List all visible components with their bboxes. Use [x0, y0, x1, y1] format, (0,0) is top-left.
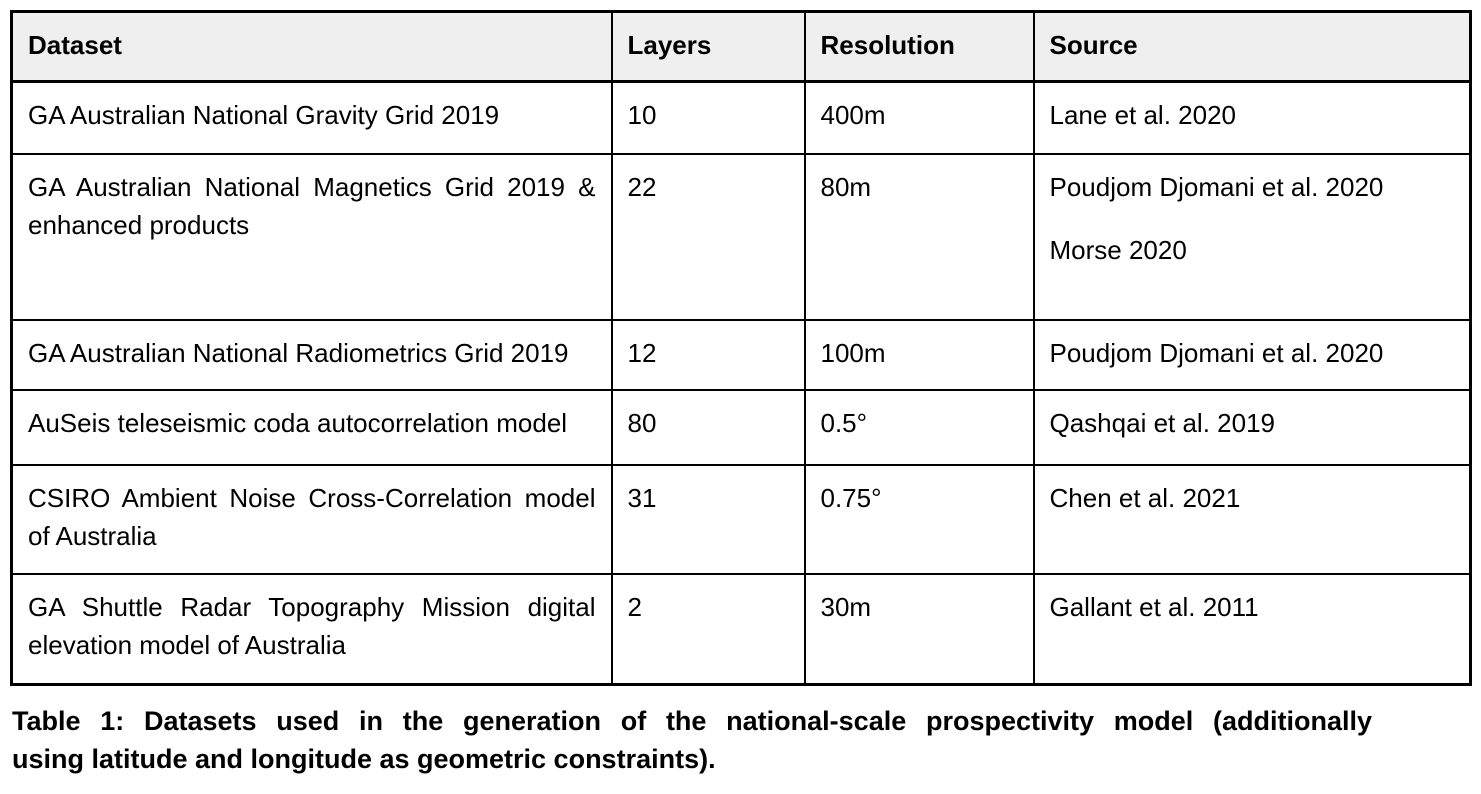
table-row [12, 154, 1471, 320]
source-reference: Poudjom Djomani et al. 2020 [1049, 337, 1384, 368]
column-header-dataset: Dataset [12, 12, 612, 82]
dataset-cell: GA Australian National Gravity Grid 2019 [12, 82, 612, 154]
table-caption-line: Table 1: Datasets used in the generation of the national-scale prospectivity model (additionally [12, 706, 1372, 736]
dataset-cell: AuSeis teleseismic coda autocorrelation model [12, 390, 612, 465]
table-row [12, 320, 1471, 390]
layers-cell: 12 [612, 320, 805, 390]
source-cell [1034, 320, 1471, 390]
source-reference: Chen et al. 2021 [1049, 482, 1241, 513]
resolution-cell: 0.5° [805, 390, 1034, 465]
source-cell [1034, 574, 1471, 685]
datasets-table [10, 10, 1472, 686]
dataset-cell: CSIRO Ambient Noise Cross-Correlation model of Australia [12, 465, 612, 574]
header-row [12, 12, 1471, 82]
source-reference: Qashqai et al. 2019 [1049, 407, 1275, 438]
source-reference: Gallant et al. 2011 [1049, 591, 1259, 622]
table-caption-line: using latitude and longitude as geometric constraints). [12, 744, 716, 774]
layers-cell: 31 [612, 465, 805, 574]
resolution-cell: 30m [805, 574, 1034, 685]
dataset-cell: GA Australian National Radiometrics Grid 2019 [12, 320, 612, 390]
source-reference: Poudjom Djomani et al. 2020 [1049, 171, 1384, 202]
dataset-cell: GA Shuttle Radar Topography Mission digital elevation model of Australia [12, 574, 612, 685]
table-row [12, 82, 1471, 154]
resolution-cell: 400m [805, 82, 1034, 154]
resolution-cell: 100m [805, 320, 1034, 390]
source-reference: Morse 2020 [1049, 234, 1187, 265]
table-row [12, 390, 1471, 465]
resolution-cell: 0.75° [805, 465, 1034, 574]
column-header-resolution: Resolution [805, 12, 1034, 82]
source-cell [1034, 465, 1471, 574]
source-cell [1034, 390, 1471, 465]
column-header-layers: Layers [612, 12, 805, 82]
layers-cell: 22 [612, 154, 805, 320]
layers-cell: 80 [612, 390, 805, 465]
table-caption [12, 702, 1372, 778]
layers-cell: 10 [612, 82, 805, 154]
dataset-cell: GA Australian National Magnetics Grid 2019 & enhanced products [12, 154, 612, 320]
table-row [12, 574, 1471, 685]
source-reference: Lane et al. 2020 [1049, 100, 1236, 130]
source-cell [1034, 82, 1471, 154]
source-cell [1034, 154, 1471, 320]
table-row [12, 465, 1471, 574]
layers-cell: 2 [612, 574, 805, 685]
column-header-source: Source [1034, 12, 1471, 82]
resolution-cell: 80m [805, 154, 1034, 320]
